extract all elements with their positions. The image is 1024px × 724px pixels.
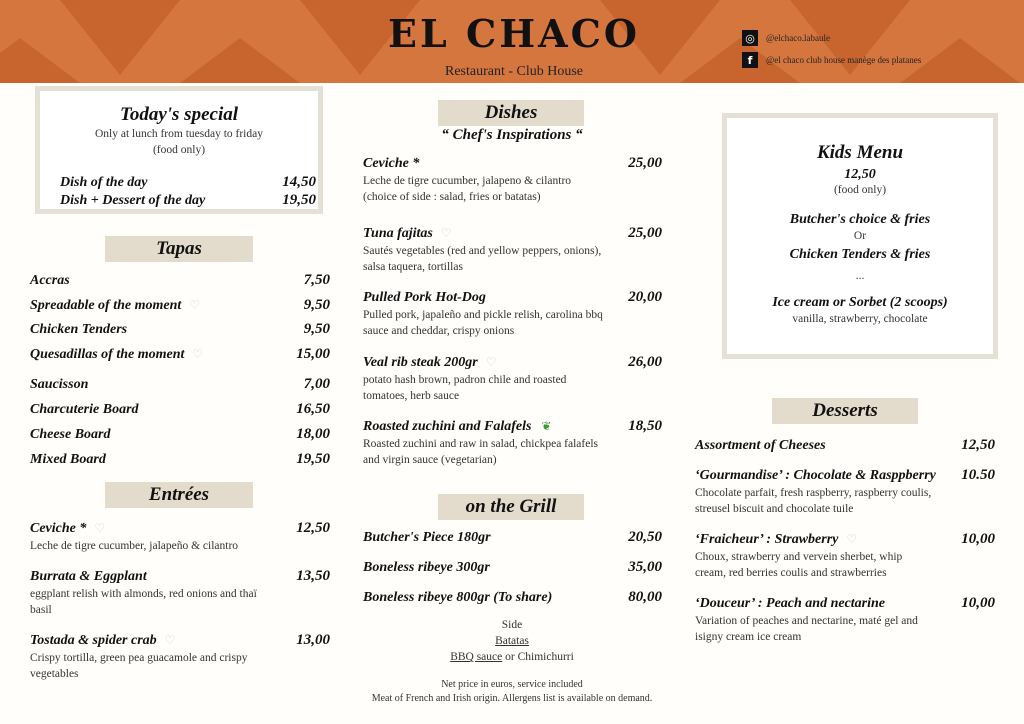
- menu-item-name: [30, 272, 70, 289]
- item-name-text: Saucisson: [30, 377, 89, 392]
- menu-item-price: 20,00: [628, 289, 662, 305]
- item-name-text: Accras: [30, 273, 70, 288]
- menu-item-price: 18,50: [628, 418, 662, 434]
- item-name-text: Charcuterie Board: [30, 402, 139, 417]
- item-name-text: Dish of the day: [60, 175, 148, 190]
- menu-item-price: 9,50: [303, 321, 330, 337]
- side-sauces: [362, 650, 662, 665]
- menu-item-price: 14,50: [282, 174, 316, 190]
- menu-item-description: and virgin sauce (vegetarian): [363, 454, 497, 466]
- menu-item-price: 13,00: [296, 632, 330, 648]
- menu-item-price: 25,00: [628, 155, 662, 171]
- menu-item-name: [363, 289, 486, 306]
- menu-item-description: Pulled pork, japaleño and pickle relish, carolina bbq: [363, 309, 603, 321]
- menu-item-description: (choice of side : salad, fries or batatas): [363, 191, 541, 203]
- menu-item-price: 15,00: [296, 346, 330, 362]
- menu-item-name: [695, 437, 826, 454]
- todays-special-title: Today's special: [119, 104, 239, 125]
- footer-note: Meat of French and Irish origin. Allergens list is available on demand.: [371, 693, 653, 704]
- side-bbq: BBQ sauce: [450, 651, 503, 663]
- menu-item-description: potato hash brown, padron chile and roasted: [363, 374, 567, 386]
- section-label-tapas: Tapas: [105, 236, 253, 262]
- menu-item-name: [30, 451, 106, 468]
- item-name-text: Assortment of Cheeses: [695, 438, 826, 453]
- kids-separator: ...: [855, 270, 865, 282]
- todays-special-note: (food only): [152, 144, 206, 156]
- logo-subtitle: Restaurant - Club House: [444, 64, 584, 79]
- menu-item-description: Roasted zuchini and raw in salad, chickpea falafels: [363, 438, 599, 450]
- item-name-text: Dish + Dessert of the day: [60, 193, 206, 208]
- heart-icon: ♡: [164, 633, 176, 647]
- kids-option: Chicken Tenders & fries: [789, 247, 931, 262]
- item-name-text: Roasted zuchini and Falafels: [363, 419, 532, 434]
- menu-item-price: 12,50: [296, 520, 330, 536]
- menu-item-price: 20,50: [628, 529, 662, 545]
- section-label-entrees: Entrées: [105, 482, 253, 508]
- item-name-text: Burrata & Eggplant: [30, 569, 147, 584]
- item-name-text: Ceviche *: [363, 156, 420, 171]
- menu-item-description: sauce and cheddar, crispy onions: [363, 325, 515, 337]
- heart-icon: ♡: [440, 226, 452, 240]
- menu-item-name: [363, 418, 551, 435]
- menu-item-price: 13,50: [296, 568, 330, 584]
- menu-item-name: [60, 174, 148, 191]
- instagram-icon: ◎: [742, 30, 758, 46]
- menu-item-price: 7,00: [303, 376, 330, 392]
- item-name-text: Boneless ribeye 300gr: [363, 560, 490, 575]
- menu-item-description: Crispy tortilla, green pea guacamole and crispy: [30, 652, 248, 664]
- menu-item-description: Chocolate parfait, fresh raspberry, raspberry coulis,: [695, 487, 932, 499]
- menu-item-name: [363, 559, 490, 576]
- menu-item-description: isigny cream ice cream: [695, 631, 802, 643]
- kids-menu-title: Kids Menu: [816, 142, 904, 163]
- menu-item-name: [363, 225, 452, 242]
- decor-triangle: [180, 38, 300, 83]
- menu-item-name: [363, 529, 491, 546]
- menu-item-description: streusel biscuit and chocolate tuile: [695, 503, 854, 515]
- menu-item-description: Variation of peaches and nectarine, maté gel and: [695, 615, 918, 627]
- item-name-text: ‘Gourmandise’ : Chocolate & Rasppberry: [695, 468, 936, 483]
- menu-item-price: 18,00: [296, 426, 330, 442]
- menu-item-name: [363, 589, 552, 606]
- kids-menu-price: 12,50: [844, 167, 876, 182]
- heart-icon: ♡: [485, 355, 497, 369]
- item-name-text: Tostada & spider crab: [30, 633, 157, 648]
- menu-item-name: [30, 297, 200, 314]
- menu-item-name: [30, 632, 175, 649]
- menu-item-name: [695, 467, 936, 484]
- kids-flavors: vanilla, strawberry, chocolate: [792, 313, 928, 325]
- item-name-text: Cheese Board: [30, 427, 111, 442]
- item-name-text: ‘Douceur’ : Peach and nectarine: [695, 596, 886, 611]
- side-batatas: Batatas: [495, 635, 529, 647]
- item-name-text: Veal rib steak 200gr: [363, 355, 478, 370]
- facebook-link[interactable]: [742, 52, 921, 68]
- item-name-text: Boneless ribeye 800gr (To share): [363, 590, 553, 605]
- menu-item-description: vegetables: [30, 668, 79, 680]
- dishes-subtitle: “ Chef's Inspirations “: [441, 127, 583, 143]
- section-label-dishes: Dishes: [438, 100, 584, 126]
- leaf-vegetarian-icon: ❦: [541, 419, 552, 433]
- kids-option: Butcher's choice & fries: [789, 212, 931, 227]
- menu-item-description: cream, red berries coulis and strawberries: [695, 567, 887, 579]
- instagram-handle: @elchaco.labaule: [766, 33, 831, 43]
- logo-title: EL CHACO: [388, 11, 640, 56]
- menu-item-price: 10,00: [961, 595, 995, 611]
- item-name-text: Quesadillas of the moment: [30, 347, 185, 362]
- menu-item-name: [30, 321, 127, 338]
- section-label-desserts: Desserts: [772, 398, 918, 424]
- menu-item-description: salsa taquera, tortillas: [363, 261, 463, 273]
- decor-triangle: [0, 38, 80, 83]
- menu-item-name: [30, 520, 105, 537]
- menu-item-description: eggplant relish with almonds, red onions and thaï: [30, 588, 257, 600]
- menu-item-price: 19,50: [282, 192, 316, 208]
- todays-special-note: Only at lunch from tuesday to friday: [95, 128, 263, 140]
- facebook-handle: @el chaco club house manège des platanes: [766, 55, 922, 65]
- item-name-text: Mixed Board: [30, 452, 106, 467]
- menu-item-price: 10.50: [961, 467, 995, 483]
- item-name-text: Chicken Tenders: [30, 322, 128, 337]
- heart-icon: ♡: [189, 298, 201, 312]
- menu-item-name: [30, 401, 139, 418]
- menu-item-name: [695, 531, 857, 548]
- heart-icon: ♡: [846, 532, 858, 546]
- menu-item-price: 26,00: [628, 354, 662, 370]
- menu-item-price: 9,50: [303, 297, 330, 313]
- menu-item-price: 35,00: [628, 559, 662, 575]
- heart-icon: ♡: [192, 347, 204, 361]
- menu-item-name: [30, 376, 88, 393]
- menu-item-name: [30, 346, 203, 363]
- side-chimichurri: or Chimichurri: [502, 651, 574, 663]
- menu-item-price: 10,00: [961, 531, 995, 547]
- menu-item-price: 7,50: [303, 272, 330, 288]
- menu-item-name: [695, 595, 885, 612]
- menu-item-description: Sautés vegetables (red and yellow peppers, onions),: [363, 245, 602, 257]
- menu-item-price: 16,50: [296, 401, 330, 417]
- item-name-text: Butcher's Piece 180gr: [363, 530, 491, 545]
- item-name-text: ‘Fraicheur’ : Strawberry: [695, 532, 839, 547]
- item-name-text: Tuna fajitas: [363, 226, 433, 241]
- menu-item-price: 12,50: [961, 437, 995, 453]
- menu-item-name: [60, 192, 205, 209]
- kids-menu-note: (food only): [833, 184, 887, 196]
- menu-item-name: [363, 155, 419, 172]
- menu-item-name: [30, 568, 147, 585]
- menu-item-price: 19,50: [296, 451, 330, 467]
- menu-item-description: basil: [30, 604, 52, 616]
- kids-or: Or: [853, 230, 867, 242]
- side-label: Side: [501, 619, 523, 631]
- item-name-text: Ceviche *: [30, 521, 87, 536]
- item-name-text: Pulled Pork Hot-Dog: [363, 290, 486, 305]
- menu-item-description: Leche de tigre cucumber, jalapeno & cilantro: [363, 175, 572, 187]
- heart-icon: ♡: [94, 521, 106, 535]
- menu-item-price: 25,00: [628, 225, 662, 241]
- item-name-text: Spreadable of the moment: [30, 298, 182, 313]
- footer-note: Net price in euros, service included: [441, 679, 583, 690]
- menu-item-price: 80,00: [628, 589, 662, 605]
- menu-item-description: Leche de tigre cucumber, jalapeño & cilantro: [30, 540, 239, 552]
- menu-item-name: [30, 426, 111, 443]
- facebook-icon: f: [742, 52, 758, 68]
- kids-dessert: Ice cream or Sorbet (2 scoops): [772, 295, 948, 310]
- menu-item-description: Choux, strawberry and vervein sherbet, whip: [695, 551, 903, 563]
- menu-item-name: [363, 354, 497, 371]
- section-label-grill: on the Grill: [438, 494, 584, 520]
- menu-item-description: tomatoes, herb sauce: [363, 390, 460, 402]
- instagram-link[interactable]: [742, 30, 830, 46]
- header-banner: [0, 0, 1024, 83]
